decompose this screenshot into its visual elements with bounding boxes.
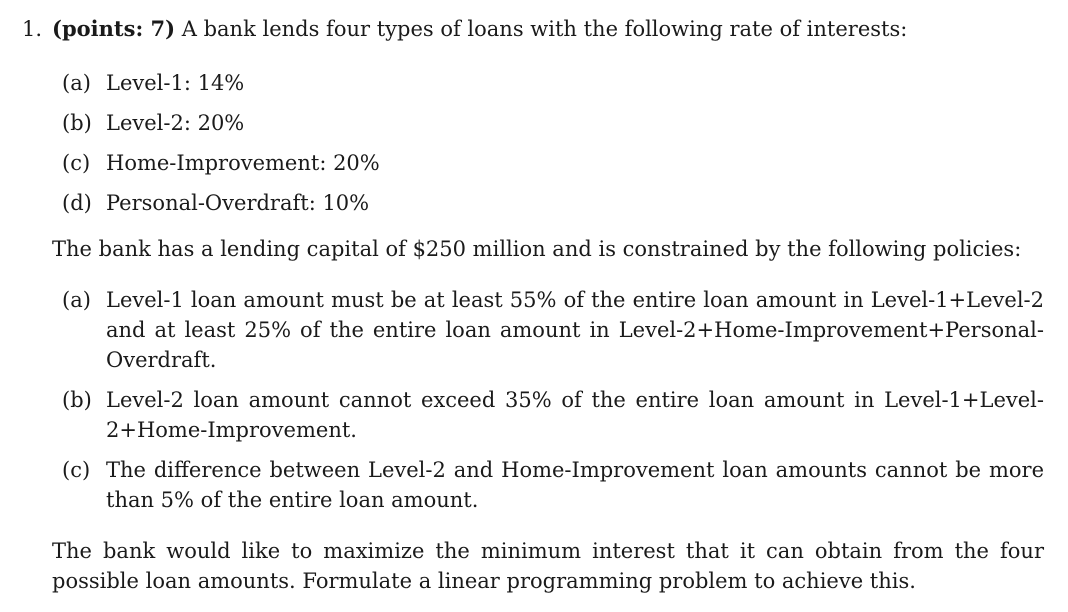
item-marker: (a) xyxy=(62,71,91,95)
points-label: (points: 7) xyxy=(52,16,176,41)
policy-a-text: Level-1 loan amount must be at least 55% of the entire loan amount in Level-1+Level-2 and at least 25% of the entire loan amount in Level-2+Home-Improvement+Personal-Overdraft. xyxy=(106,288,1044,372)
list-item xyxy=(62,285,1044,375)
rate-level-2: Level-2: 20% xyxy=(106,111,245,135)
item-marker: (b) xyxy=(62,111,92,135)
list-item xyxy=(62,455,1044,515)
list-item xyxy=(62,63,762,103)
interest-rate-list xyxy=(62,63,762,223)
question-intro: A bank lends four types of loans with the following rate of interests: xyxy=(181,17,908,41)
item-marker: (d) xyxy=(62,191,92,215)
policy-list xyxy=(62,285,1044,525)
item-marker: (b) xyxy=(62,388,92,412)
closing-paragraph: The bank would like to maximize the minimum interest that it can obtain from the four possible loan amounts. Formulate a linear programming problem to achieve this. xyxy=(52,539,1044,593)
question-header xyxy=(22,14,907,44)
item-marker: (a) xyxy=(62,288,91,312)
rate-personal-overdraft: Personal-Overdraft: 10% xyxy=(106,191,370,215)
list-item xyxy=(62,143,762,183)
item-marker: (c) xyxy=(62,151,91,175)
item-marker: (c) xyxy=(62,458,91,482)
list-item xyxy=(62,183,762,223)
rate-level-1: Level-1: 14% xyxy=(106,71,245,95)
question-number: 1. xyxy=(22,17,43,41)
policy-c-text: The difference between Level-2 and Home-Improvement loan amounts cannot be more than 5% of the entire loan amount. xyxy=(106,458,1044,512)
rate-home-improvement: Home-Improvement: 20% xyxy=(106,151,380,175)
list-item xyxy=(62,103,762,143)
policy-b-text: Level-2 loan amount cannot exceed 35% of the entire loan amount in Level-1+Level-2+Home-Improvement. xyxy=(106,388,1044,442)
list-item xyxy=(62,385,1044,445)
capital-paragraph: The bank has a lending capital of $250 million and is constrained by the following policies: xyxy=(52,237,1022,261)
